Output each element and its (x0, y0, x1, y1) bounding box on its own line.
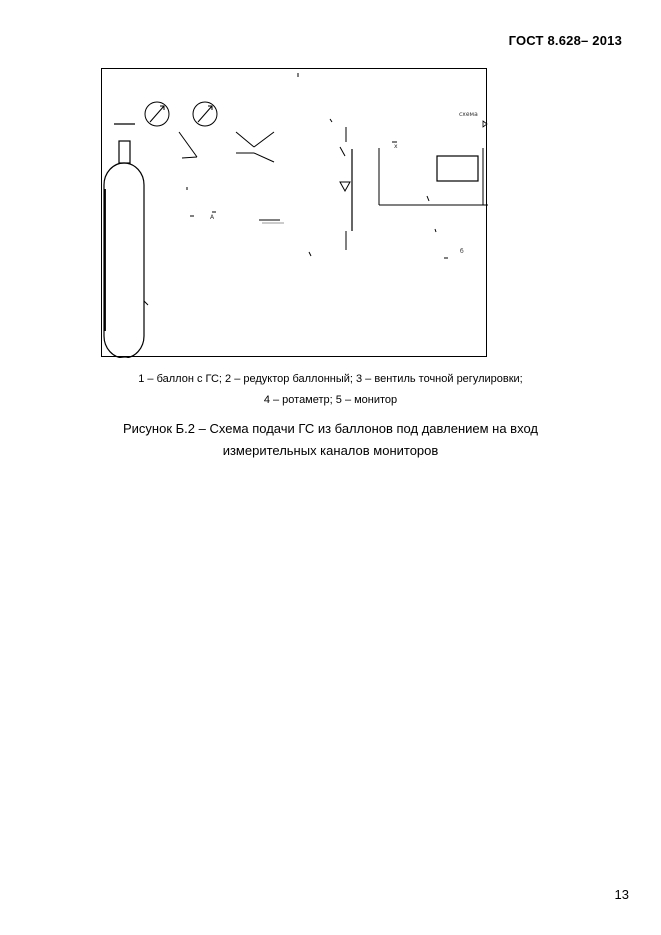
diagram-drawing (102, 69, 488, 358)
reducer-lines (179, 132, 274, 162)
figure-legend-line-2: 4 – ротаметр; 5 – монитор (263, 394, 398, 406)
diagram-small-label-b: б (460, 248, 464, 255)
gas-supply-diagram (101, 68, 487, 357)
pressure-gauge-2 (193, 102, 217, 126)
rotameter-float (340, 182, 350, 191)
pressure-gauge-1 (145, 102, 169, 126)
diagram-small-label-a: А (210, 214, 215, 221)
diagram-top-right-text: схема (459, 111, 478, 118)
monitor-section (379, 142, 488, 258)
figure-legend-line-1: 1 – баллон с ГС; 2 – редуктор баллонный; 3 – вентиль точной регулировки; (138, 373, 523, 385)
rotameter-column (330, 119, 352, 250)
gas-cylinder (104, 141, 144, 358)
valve-mark: x (394, 143, 398, 150)
page-number: 13 (614, 887, 629, 902)
document-header: ГОСТ 8.628– 2013 (508, 33, 622, 48)
figure-caption-line-1: Рисунок Б.2 – Схема подачи ГС из баллонов под давлением на вход (123, 421, 538, 436)
monitor-box (437, 156, 478, 181)
cylinder-valve-cap (119, 141, 130, 163)
cylinder-body (104, 163, 144, 358)
figure-caption-line-2: измерительных каналов мониторов (222, 443, 439, 458)
